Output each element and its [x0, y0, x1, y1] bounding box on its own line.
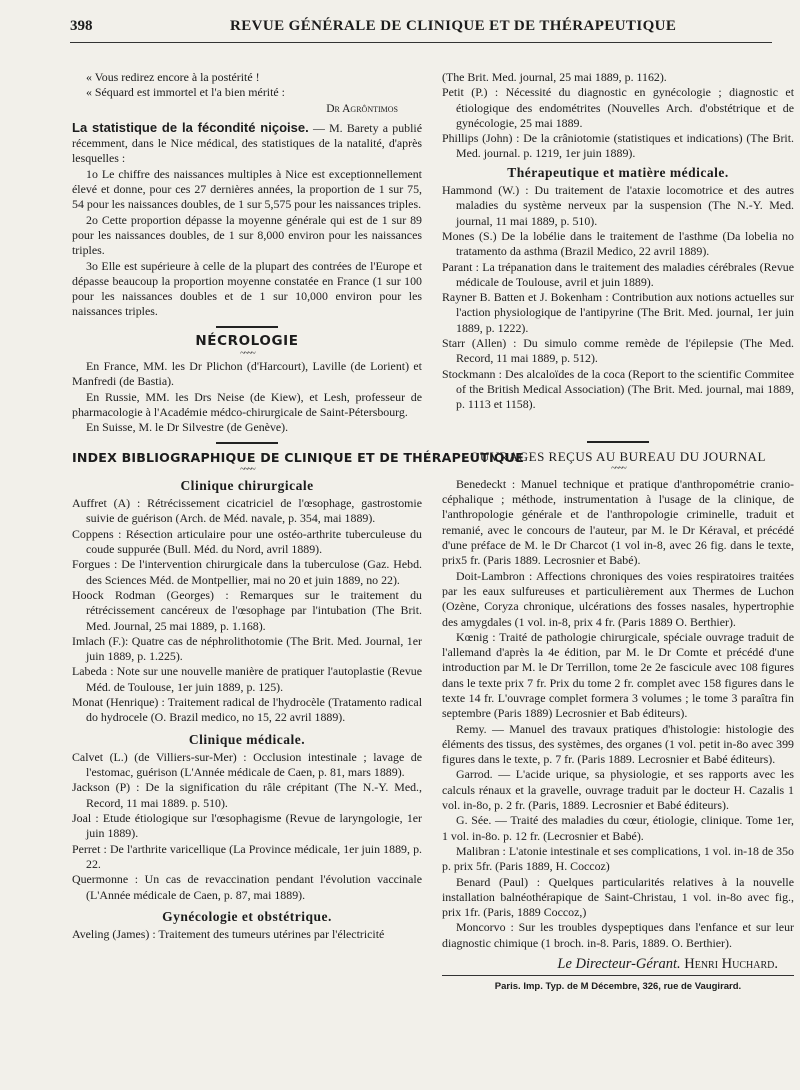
reference-entry: Auffret (A) : Rétrécissement cicatriciel de l'œsophage, gastrostomie suivie de guérison (Arch. de Méd. navale, p. 354, mai 1889). [72, 496, 422, 526]
reference-entry: (The Brit. Med. journal, 25 mai 1889, p. 1162). [442, 70, 667, 84]
quote-signature: Dr Agrôntimos [326, 102, 398, 115]
book-entry: Malibran : L'atonie intestinale et ses complications, 1 vol. in-18 de 35o p. prix 5fr. (Paris 1889, H. Coccoz) [442, 843, 794, 874]
necrology-entry: En Suisse, M. le Dr Silvestre (de Genève). [86, 420, 289, 435]
running-header [70, 18, 772, 44]
reference-entry: Forgues : De l'intervention chirurgicale dans la tuberculose (Gaz. Hebd. des Sciences Méd. de Montpellier, mai no 20 et juin 1889, no 22). [72, 557, 422, 587]
reference-entry: Starr (Allen) : Du simulo comme remède de l'épilepsie (The Med. Record, 11 mai 1889, p. 512). [442, 336, 794, 366]
subsection-title-medicale: Clinique médicale. [188, 731, 306, 747]
section-divider [587, 441, 649, 443]
ouvrages-title: OUVRAGES REÇUS AU BUREAU DU JOURNAL [470, 448, 766, 464]
book-entry: G. Sée. — Traité des maladies du cœur, étiologie, clinique. Tome 1er, 1 vol. in-8o. p. 12 fr. (Lecrosnier et Babé). [442, 813, 794, 843]
book-entry: Moncorvo : Sur les troubles dyspeptiques dans l'enfance et sur leur diagnostic chimique (1 broch. in-8. Paris, 1889. O. Berthier). [442, 920, 794, 950]
stat-lead: La statistique de la fécondité niçoise. [72, 119, 309, 135]
header-rule [70, 42, 772, 43]
index-title: INDEX BIBLIOGRAPHIQUE DE CLINIQUE ET DE THÉRAPEUTIQUE [72, 449, 525, 465]
therapeutique-references [442, 183, 794, 412]
left-column [72, 70, 525, 942]
quote-line: « Séquard est immortel et l'a bien mérité : [86, 85, 285, 100]
stat-item: 3o Elle est supérieure à celle de la plupart des contrées de l'Europe et dépasse beaucoup la proportion moyenne constatée en France (1 sur 100 pour les naissances doubles et de 1 sur 10,000 environ pour les naissances triples. [72, 258, 422, 319]
reference-entry: Coppens : Résection articulaire pour une ostéo-arthrite tuberculeuse du coude suppurée (Bull. Méd. du Nord, avril 1889). [72, 526, 422, 557]
section-divider [216, 326, 278, 328]
gynecologie-references-continued [442, 70, 794, 162]
book-entry: Garrod. — L'acide urique, sa physiologie, et ses rapports avec les calculs rénaux et la gravelle, ouvrage traduit par le docteur H. Cazalis 1 vol. in-8o, p. 2 fr. (Paris, 1889. Lecrosnier et Babé éditeurs). [442, 767, 794, 813]
reference-entry: Hammond (W.) : Du traitement de l'ataxie locomotrice et des autres maladies du système nerveux par la suspension (The N.-Y. Med. journal, 11 mai 1889, p. 510). [442, 183, 794, 228]
reference-entry: Quermonne : Un cas de revaccination pendant l'évolution vaccinale (L'Année médicale de Caen, p. 87, mai 1889). [72, 872, 422, 902]
reference-entry: Stockmann : Des alcaloïdes de la coca (Report to the scientific Commitee of the British Medical Association) (The Brit. Med. journal, mai 1889, p. 1113 et 1158). [442, 366, 794, 412]
stat-item: 2o Cette proportion dépasse la moyenne générale qui est de 1 sur 89 pour les naissances doubles, de 1 sur 8,000 environ pour les naissances triples. [72, 212, 422, 258]
title-ornament: ~~~~ [240, 463, 254, 475]
footer-rule [442, 975, 794, 976]
stat-text: — M. Barety a publié récemment, dans le Nice médical, des statistiques de la natalité, d'après lesquelles : [72, 120, 422, 166]
book-entry: Remy. — Manuel des travaux pratiques d'histologie: histologie des éléments des tissus, des systèmes, des organes (1 vol. petit in-8o avec 399 figures dans le texte, p. 7 fr. (Paris 1889. Lecrosnier et Babé éditeurs). [442, 721, 794, 767]
book-entry: Kœnig : Traité de pathologie chirurgicale, spéciale ouvrage traduit de l'allemand d'après la 4e édition, par M. le Dr Comte et précédé d'une introduction par M. le Dr Terrillon, tome 2e 2e fascicule avec 108 figures dans le texte prix 7 fr. Prix du tome 2 fr. complet avec 158 figures dans le texte 14 fr. L'ouvrage complet formera 3 volumes ; le tome 3 paraîtra fin septembre (Paris 1889) Lecrosnier et Bab éditeurs). [442, 629, 794, 721]
printer-line: Paris. Imp. Typ. de M Décembre, 326, rue de Vaugirard. [494, 981, 742, 993]
book-entry: Benard (Paul) : Quelques particularités relatives à la nouvelle installation balnéothérapique de Saint-Christau, 1 vol. in-8o avec fig., prix 1fr. (Paris, 1889 Coccoz,) [442, 874, 794, 920]
book-entry: Doit-Lambron : Affections chroniques des voies respiratoires traitées par les eaux sulfureuses et particulièrement aux Thermes de Luchon (Ozène, Coryza chronique, ulcérations des fosses nasales, hypertrophie des amygdales (1 vol. in-8, prix 4 fr. (Paris 1889 O. Berthier). [442, 568, 794, 629]
book-entry: Benedeckt : Manuel technique et pratique d'anthropométrie cranio-céphalique ; méthode, instrumentation à l'usage de la clinique, de l'anthropologie générale et de l'anthropologie criminelle, traduit et remanié, avec le concours de l'auteur, par M. le Dr Kéraval, et précédé d'une préface de M. le Dr Charcot (1 vol in-8, avec 26 fig. dans le texte, prix5 fr. (Paris 1889. Lecrosnier et Babé). [442, 476, 794, 568]
reference-entry: Labeda : Note sur une nouvelle manière de pratiquer l'autoplastie (Revue Méd. de Toulouse, 1er juin 1889, p. 125). [72, 664, 422, 694]
reference-entry: Petit (P.) : Nécessité du diagnostic en gynécologie ; diagnostic et étiologique des endométrites (Nouvelles Arch. d'obstétrique et de gynécologie, 25 mai 1889. [442, 85, 794, 130]
necrology-entry: En France, MM. les Dr Plichon (d'Harcourt), Laville (de Lorient) et Manfredi (de Bastia). [72, 359, 422, 389]
quote-line: « Vous redirez encore à la postérité ! [86, 70, 260, 84]
reference-entry: Aveling (James) : Traitement des tumeurs utérines par l'électricité [72, 927, 385, 942]
title-ornament: ~~~~ [611, 462, 625, 474]
reference-entry: Monat (Henrique) : Traitement radical de l'hydrocèle (Tratamento radical do hydrocele (O. Brazil medico, no 15, 22 avril 1889). [72, 694, 422, 725]
subsection-title-gynecologie: Gynécologie et obstétrique. [162, 908, 332, 924]
director-name: Henri Huchard. [684, 956, 778, 973]
page-number: 398 [70, 18, 93, 34]
necrology-title: NÉCROLOGIE [195, 332, 299, 349]
title-ornament: ~~~~ [240, 348, 254, 360]
reference-entry: Hoock Rodman (Georges) : Remarques sur le traitement du rétrécissement cancéreux de l'œsophage par l'intubation (The Brit. Med. Journal, 25 mai 1889, p. 1.168). [72, 587, 422, 633]
subsection-title-therapeutique: Thérapeutique et matière médicale. [507, 164, 729, 180]
reference-entry: Rayner B. Batten et J. Bokenham : Contribution aux notions actuelles sur l'action physiologique de l'antipyrine (The Brit. Med. journal, 1er juin 1889, p. 1222). [442, 290, 794, 335]
director-signature [442, 957, 794, 972]
reference-entry: Imlach (F.): Quatre cas de néphrolithotomie (The Brit. Med. Journal, 1er juin 1889, p. 1.225). [72, 633, 422, 664]
reference-entry: Joal : Etude étiologique sur l'œsophagisme (Revue de laryngologie, 1er juin 1889). [72, 811, 422, 841]
reference-entry: Jackson (P) : De la signification du râle crépitant (The N.-Y. Med., Record, 11 mai 1889. p. 510). [72, 780, 422, 810]
reference-entry: Parant : La trépanation dans le traitement des maladies cérébrales (Revue médicale de Toulouse, avril et juin 1889). [442, 259, 794, 289]
stat-item: 1o Le chiffre des naissances multiples à Nice est exceptionnellement élevé et donne, pour ces 27 dernières années, la proportion de 1 sur 75, 54 pour les naissances doubles, de 1 sur 5,575 pour les naissances triples. [72, 166, 422, 212]
right-column [442, 70, 794, 995]
reference-entry: Perret : De l'arthrite varicellique (La Province médicale, 1er juin 1889, p. 22. [72, 841, 422, 871]
medicale-references [72, 750, 422, 903]
subsection-title-chirurgicale: Clinique chirurgicale [180, 477, 314, 493]
reference-entry: Mones (S.) De la lobélie dans le traitement de l'asthme (Da lobelia no tratamento da asthma (Brazil Medico, 22 avril 1889). [442, 228, 794, 259]
running-title: REVUE GÉNÉRALE DE CLINIQUE ET DE THÉRAPEUTIQUE [230, 18, 677, 34]
chirurgicale-references [72, 496, 422, 725]
reference-entry: Phillips (John) : De la crâniotomie (statistiques et indications) (The Brit. Med. journal. p. 1219, 1er juin 1889). [442, 131, 794, 161]
ouvrages-list [442, 477, 794, 951]
reference-entry: Calvet (L.) (de Villiers-sur-Mer) : Occlusion intestinale ; lavage de l'estomac, guérison (L'Année médicale de Caen, p. 81, mars 1889). [72, 749, 422, 780]
necrology-entry: En Russie, MM. les Drs Neise (de Kiew), et Lesh, professeur de pharmacologie à l'Académie médco-chirurgicale de Saint-Pétersbourg. [72, 389, 422, 419]
stat-paragraph [72, 120, 422, 167]
director-label: Le Directeur-Gérant. [557, 956, 681, 973]
section-divider [216, 442, 278, 444]
